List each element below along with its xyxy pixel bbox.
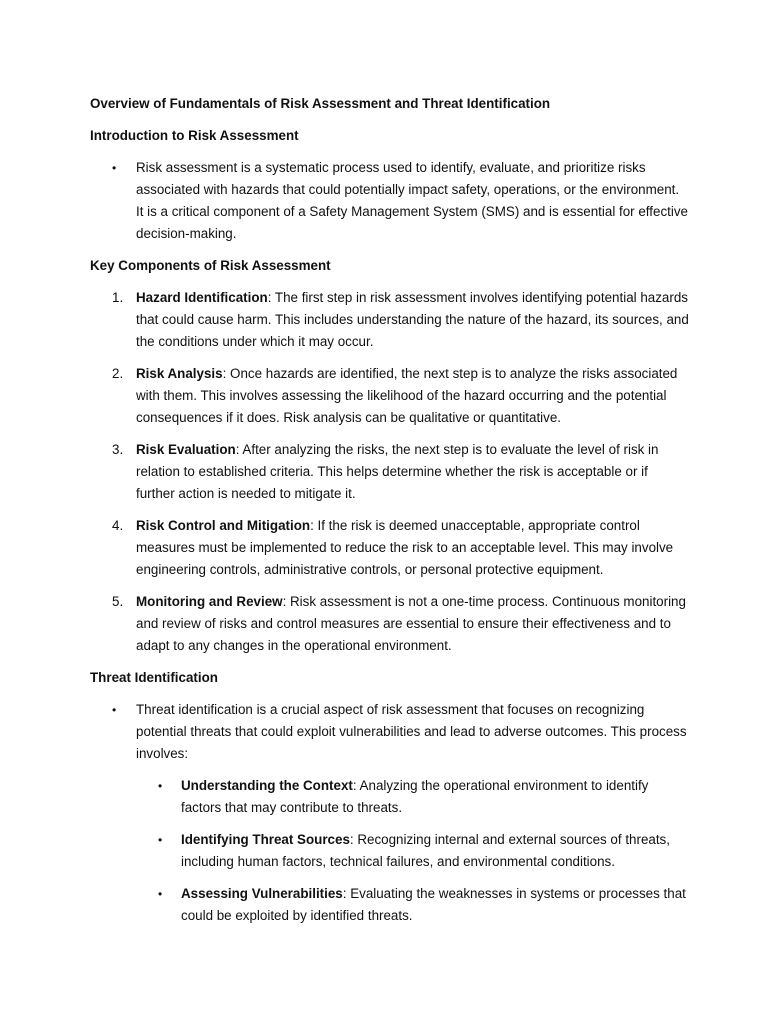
- list-item: [90, 363, 690, 429]
- bullet-glyph: •: [158, 779, 163, 793]
- bullet-glyph: •: [112, 703, 117, 717]
- bullet-glyph: •: [158, 887, 163, 901]
- threat-sub-list: [136, 775, 690, 927]
- threat-text: : Recognizing internal and external sources of threats, including human factors, technical failures, and environmental conditions.: [181, 832, 670, 869]
- list-item: [90, 439, 690, 505]
- list-number: 5.: [112, 594, 124, 609]
- component-text: : The first step in risk assessment involves identifying potential hazards that could cause harm. This includes understanding the nature of the hazard, its sources, and the conditions under which it may occur.: [136, 290, 689, 349]
- list-number: 2.: [112, 366, 124, 381]
- document-title: Overview of Fundamentals of Risk Assessment and Threat Identification: [90, 96, 551, 111]
- component-term: Risk Control and Mitigation: [136, 518, 311, 533]
- threat-text: : Evaluating the weaknesses in systems or processes that could be exploited by identified threats.: [181, 886, 686, 923]
- intro-bullet-text: Risk assessment is a systematic process used to identify, evaluate, and prioritize risks associated with hazards that could potentially impact safety, operations, or the environment. It is a critical component of a Safety Management System (SMS) and is essential for effective decision-making.: [136, 160, 688, 241]
- intro-heading: Introduction to Risk Assessment: [90, 128, 299, 143]
- list-item: [90, 591, 690, 657]
- threat-list: [90, 699, 690, 927]
- list-item: [136, 775, 690, 819]
- list-number: 1.: [112, 290, 124, 305]
- list-item: [90, 515, 690, 581]
- bullet-glyph: •: [158, 833, 163, 847]
- list-item: [90, 699, 690, 927]
- component-text: : If the risk is deemed unacceptable, appropriate control measures must be implemented to reduce the risk to an acceptable level. This may involve engineering controls, administrative controls, or personal protective equipment.: [136, 518, 674, 577]
- threat-term: Identifying Threat Sources: [181, 832, 350, 847]
- components-list: [90, 287, 690, 657]
- document-page: [90, 93, 690, 937]
- component-term: Monitoring and Review: [136, 594, 283, 609]
- list-item: [136, 883, 690, 927]
- threat-term: Assessing Vulnerabilities: [181, 886, 343, 901]
- components-heading: Key Components of Risk Assessment: [90, 258, 331, 273]
- component-text: : Once hazards are identified, the next step is to analyze the risks associated with them. This involves assessing the likelihood of the hazard occurring and the potential consequences if it does. Risk analysis can be qualitative or quantitative.: [136, 366, 678, 425]
- component-text: : Risk assessment is not a one-time process. Continuous monitoring and review of risks and control measures are essential to ensure their effectiveness and to adapt to any changes in the operational environment.: [136, 594, 686, 653]
- threat-text: : Analyzing the operational environment to identify factors that may contribute to threats.: [181, 778, 649, 815]
- intro-list: [90, 157, 690, 245]
- threat-term: Understanding the Context: [181, 778, 353, 793]
- list-item: [90, 287, 690, 353]
- component-text: : After analyzing the risks, the next step is to evaluate the level of risk in relation to established criteria. This helps determine whether the risk is acceptable or if further action is needed to mitigate it.: [136, 442, 659, 501]
- list-item: [136, 829, 690, 873]
- list-number: 3.: [112, 442, 124, 457]
- component-term: Risk Evaluation: [136, 442, 236, 457]
- threat-heading: Threat Identification: [90, 670, 218, 685]
- list-number: 4.: [112, 518, 124, 533]
- bullet-glyph: •: [112, 161, 117, 175]
- threat-bullet-text: Threat identification is a crucial aspect of risk assessment that focuses on recognizing potential threats that could exploit vulnerabilities and lead to adverse outcomes. This process involves:: [136, 702, 687, 761]
- component-term: Risk Analysis: [136, 366, 223, 381]
- component-term: Hazard Identification: [136, 290, 268, 305]
- list-item: [90, 157, 690, 245]
